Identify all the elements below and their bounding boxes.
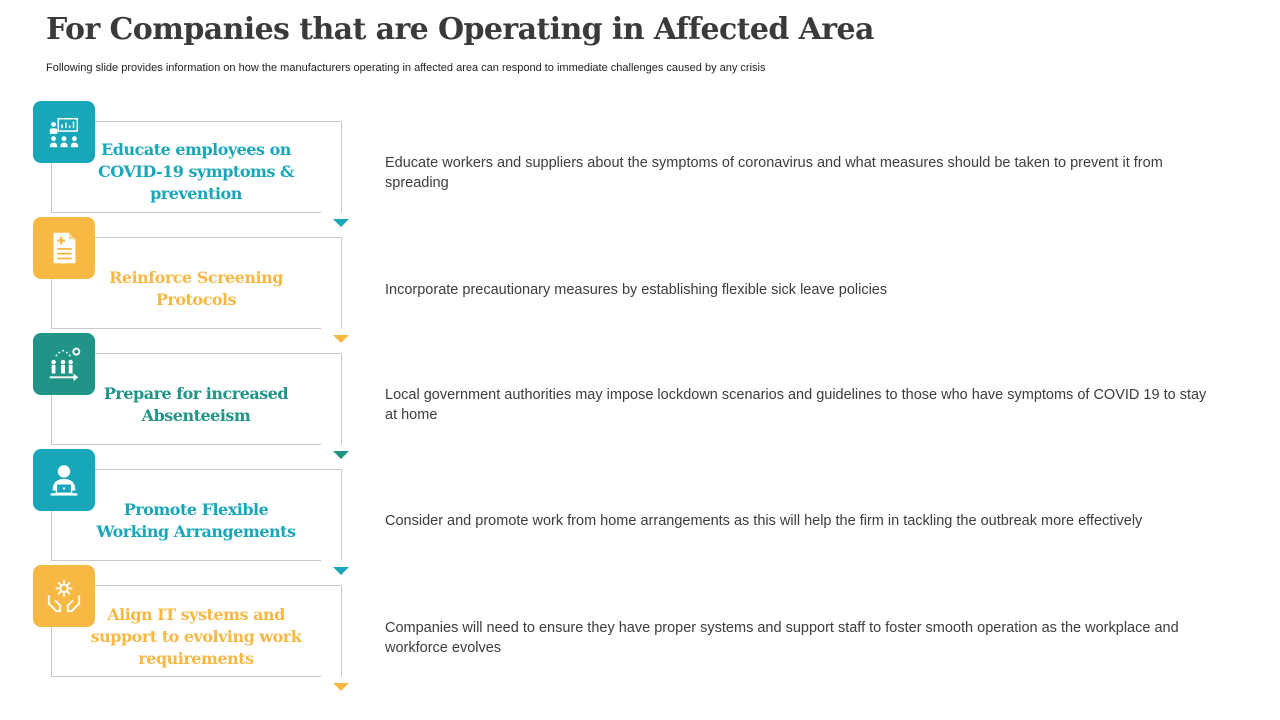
page-subtitle: Following slide provides information on how the manufacturers operating in affected area can respond to immediate challenges caused by any crisis xyxy=(46,62,766,74)
page-title: For Companies that are Operating in Affected Area xyxy=(46,12,874,47)
step-description: Educate workers and suppliers about the symptoms of coronavirus and what measures should be taken to prevent it from spreading xyxy=(385,155,1163,191)
step-divider xyxy=(51,560,321,561)
step-description: Consider and promote work from home arrangements as this will help the firm in tackling the outbreak more effectively xyxy=(385,513,1143,529)
step-title: Align IT systems and support to evolving work requirements xyxy=(90,605,302,668)
step-title: Educate employees on COVID-19 symptoms & prevention xyxy=(98,140,294,203)
step-educate xyxy=(0,101,1280,217)
down-arrow-icon xyxy=(333,683,349,691)
step-divider xyxy=(51,328,321,329)
step-title: Reinforce Screening Protocols xyxy=(109,268,283,309)
step-description: Local government authorities may impose lockdown scenarios and guidelines to those who have symptoms of COVID 19 to stay at home xyxy=(385,387,1207,423)
step-description: Companies will need to ensure they have proper systems and support staff to foster smooth operation as the workplace and workforce evolves xyxy=(385,620,1179,656)
step-divider xyxy=(51,676,321,677)
step-divider xyxy=(51,212,321,213)
step-screening xyxy=(0,217,1280,333)
step-divider xyxy=(51,444,321,445)
step-description: Incorporate precautionary measures by establishing flexible sick leave policies xyxy=(385,282,888,298)
step-align-it xyxy=(0,565,1280,681)
step-title: Prepare for increased Absenteeism xyxy=(103,384,289,425)
step-flexible-working xyxy=(0,449,1280,565)
step-absenteeism xyxy=(0,333,1280,449)
step-title: Promote Flexible Working Arrangements xyxy=(96,500,296,541)
